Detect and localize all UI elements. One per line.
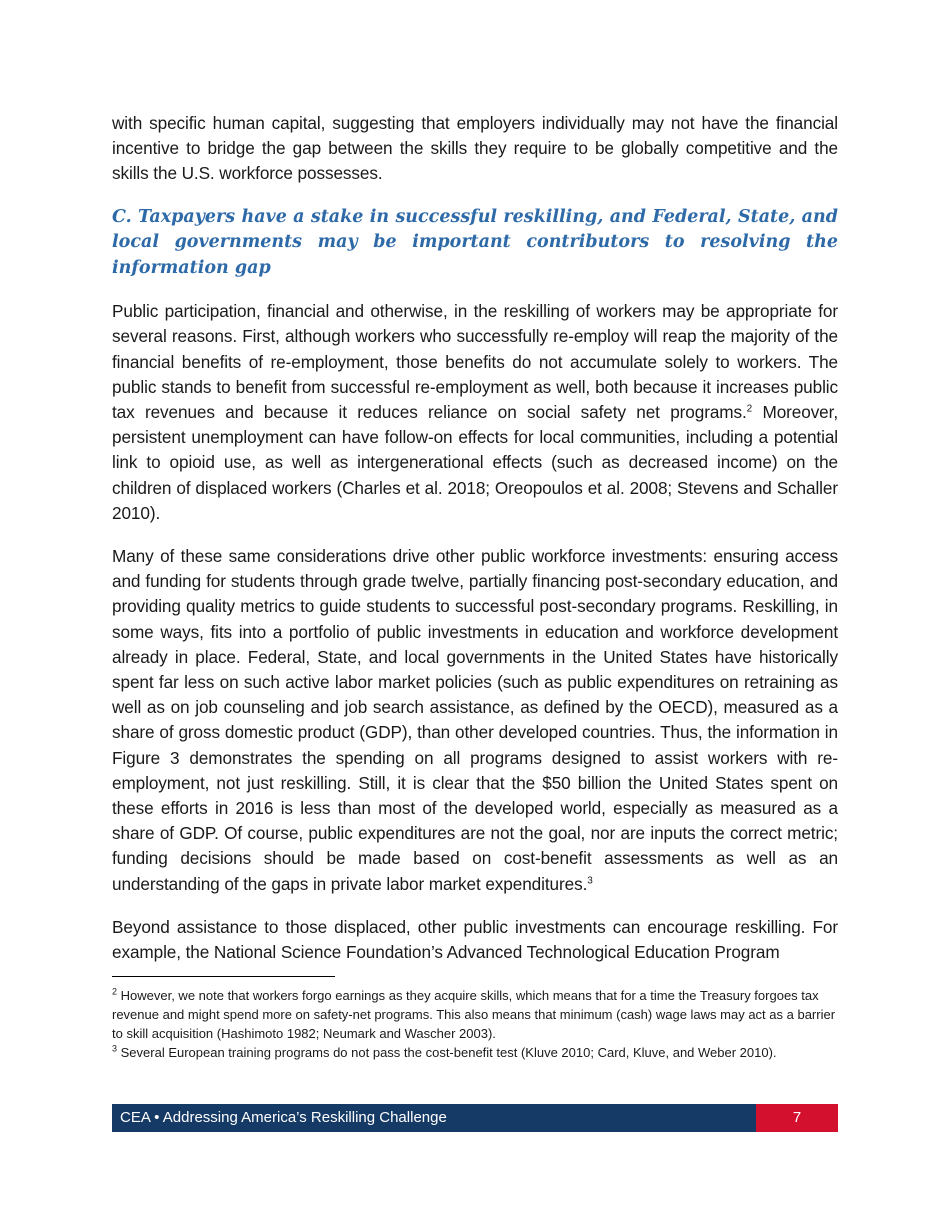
paragraph-public-participation — [112, 299, 838, 526]
footnote-ref-2[interactable]: 2 — [746, 403, 753, 415]
footnote-number: 3 — [112, 1043, 118, 1054]
footnotes — [112, 986, 838, 1062]
paragraph-workforce-investments — [112, 544, 838, 897]
footnote-3 — [112, 1043, 838, 1062]
footnote-number: 2 — [112, 986, 118, 997]
page-number: 7 — [756, 1104, 838, 1132]
footnote-divider — [112, 976, 335, 977]
footnote-text: However, we note that workers forgo earnings as they acquire skills, which means that for a time the Treasury forgoes tax revenue and might spend more on safety-net programs. This also means that minimum (cash) wage laws may act as a barrier to skill acquisition (Hashimoto 1982; Neumark and Wascher 2003). — [112, 988, 836, 1041]
paragraph-beyond-assistance: Beyond assistance to those displaced, other public investments can encourage reskilling. For example, the National Science Foundation’s Advanced Technological Education Program — [112, 916, 838, 962]
page-footer — [112, 1104, 838, 1132]
paragraph-text: Many of these same considerations drive other public workforce investments: ensuring access and funding for students through grade twelve, partially financing post-secondary education, and providing quality metrics to guide students to successful post-secondary programs. Reskilling, in some ways, fits into a portfolio of public investments in education and workforce development already in place. Federal, State, and local governments in the United States have historically spent far less on such active labor market policies (such as public expenditures on retraining as well as on job counseling and job search assistance, as defined by the OECD), measured as a share of gross domestic product (GDP), than other developed countries. Thus, the information in Figure 3 demonstrates the spending on all programs designed to assist workers with re-employment, not just reskilling. Still, it is clear that the $50 billion the United States spent on these efforts in 2016 is less than most of the developed world, especially as measured as a share of GDP. Of course, public expenditures are not the goal, nor are inputs the correct metric; funding decisions should be made based on cost-benefit assessments as well as an understanding of the gaps in private labor market expenditures. — [112, 545, 838, 894]
paragraph-continuation: with specific human capital, suggesting that employers individually may not have the financial incentive to bridge the gap between the skills they require to be globally competitive and the skills the U.S. workforce possesses. — [112, 113, 838, 184]
footer-title: CEA • Addressing America’s Reskilling Challenge — [112, 1104, 756, 1132]
paragraph-text: Public participation, financial and otherwise, in the reskilling of workers may be appropriate for several reasons. First, although workers who successfully re-employ will reap the majority of the financial benefits of re-employment, those benefits do not accumulate solely to workers. The public stands to benefit from successful re-employment as well, both because it increases public tax revenues and because it reduces reliance on social safety net programs. — [112, 301, 838, 422]
paragraph-text: Moreover, persistent unemployment can have follow-on effects for local communities, including a potential link to opioid use, as well as intergenerational effects (such as decreased income) on the children of displaced workers (Charles et al. 2018; Oreopoulos et al. 2008; Stevens and Schaller 2010). — [112, 401, 838, 523]
footnote-text: Several European training programs do not pass the cost-benefit test (Kluve 2010; Card, Kluve, and Weber 2010). — [117, 1045, 777, 1060]
footnote-2 — [112, 986, 838, 1043]
document-body — [112, 111, 838, 983]
footnote-ref-3[interactable]: 3 — [587, 874, 593, 886]
section-heading-c: C. Taxpayers have a stake in successful reskilling, and Federal, State, and local governments may be important contributors to resolving the information gap — [112, 206, 838, 278]
